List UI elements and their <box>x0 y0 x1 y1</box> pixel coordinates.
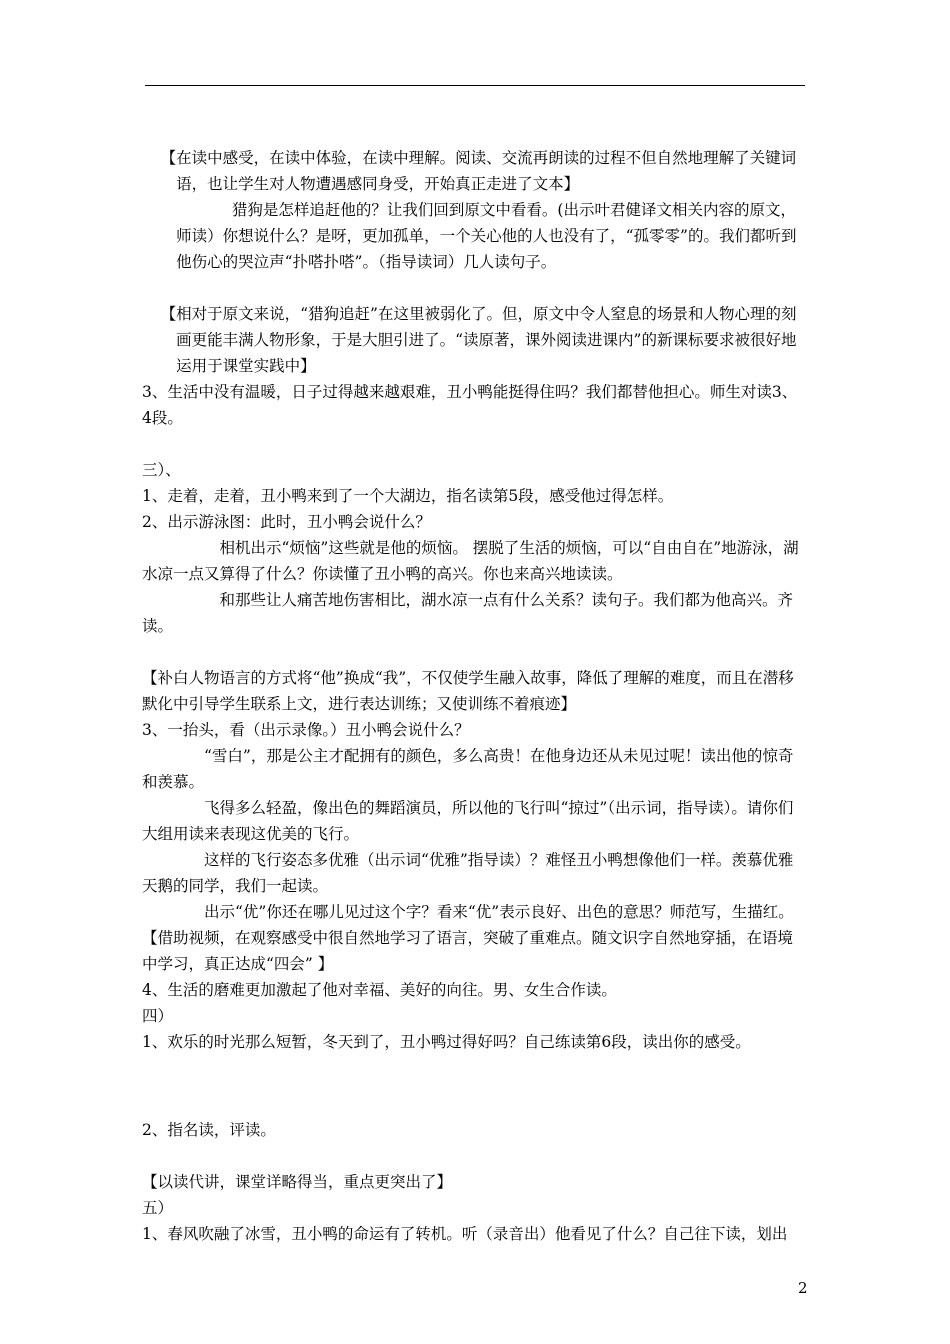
commentary-note: 【借助视频，在观察感受中很自然地学习了语言，突破了重难点。随文识字自然地穿插，在语境中学习，真正达成“四会” 】 <box>142 929 794 973</box>
body-paragraph: 飞得多么轻盈，像出色的舞蹈演员，所以他的飞行叫“掠过”（出示词，指导读）。请你们大组用读来表现这优美的飞行。 <box>142 799 794 843</box>
section-heading: 三）、 <box>142 461 181 479</box>
body-paragraph: 1、欢乐的时光那么短暂，冬天到了，丑小鸭过得好吗？自己练读第6段，读出你的感受。 <box>142 1033 751 1051</box>
section-heading: 四） <box>142 1007 174 1025</box>
page-number: 2 <box>798 1279 808 1297</box>
body-paragraph: 3、生活中没有温暖，日子过得越来越艰难，丑小鸭能挺得住吗？我们都替他担心。师生对读3、4段。 <box>142 383 798 427</box>
body-paragraph: 1、春风吹融了冰雪，丑小鸭的命运有了转机。听（录音出）他看见了什么？自己往下读，划出 <box>142 1225 788 1243</box>
body-paragraph: 猎狗是怎样追赶他的？让我们回到原文中看看。(出示叶君健译文相关内容的原文，师读）你想说什么？是呀，更加孤单，一个关心他的人也没有了，“孤零零”的。我们都听到他伤心的哭泣声“扑嗒扑嗒”。（指导读词）几人读句子。 <box>176 201 797 271</box>
spacer <box>142 431 807 457</box>
body-paragraph: 出示“优”你还在哪儿见过这个字？看来“优”表示良好、出色的意思？师范写，生描红。 <box>204 903 794 921</box>
body-paragraph: 这样的飞行姿态多优雅（出示词“优雅”指导读）？难怪丑小鸭想像他们一样。羡慕优雅天鹅的同学，我们一起读。 <box>142 851 794 895</box>
body-paragraph: 2、指名读，评读。 <box>142 1121 276 1139</box>
commentary-note: 【以读代讲，课堂详略得当，重点更突出了】 <box>142 1173 453 1191</box>
commentary-note: 【在读中感受，在读中体验，在读中理解。阅读、交流再朗读的过程不但自然地理解了关键词语，也让学生对人物遭遇感同身受，开始真正走进了文本】 <box>160 149 797 193</box>
body-paragraph: “雪白”，那是公主才配拥有的颜色，多么高贵！在他身边还从未见过呢！读出他的惊奇和羡慕。 <box>142 747 794 791</box>
commentary-note: 【补白人物语言的方式将“他”换成“我”，不仅使学生融入故事，降低了理解的难度，而且在潜移默化中引导学生联系上文，进行表达训练；又使训练不着痕迹】 <box>142 669 794 713</box>
spacer <box>142 639 807 665</box>
spacer <box>142 1143 807 1169</box>
section-heading: 五） <box>142 1199 174 1217</box>
body-paragraph: 2、出示游泳图：此时，丑小鸭会说什么？ <box>142 513 431 531</box>
body-paragraph: 4、生活的磨难更加激起了他对幸福、美好的向往。男、女生合作读。 <box>142 981 617 999</box>
body-paragraph: 3、一抬头，看（出示录像。）丑小鸭会说什么？ <box>142 721 470 739</box>
body-paragraph: 相机出示“烦恼”这些就是他的烦恼。 摆脱了生活的烦恼，可以“自由自在”地游泳，湖水凉一点又算得了什么？你读懂了丑小鸭的高兴。你也来高兴地读读。 <box>142 539 799 583</box>
spacer <box>142 1107 807 1117</box>
body-paragraph: 和那些让人痛苦地伤害相比，湖水凉一点有什么关系？读句子。我们都为他高兴。齐读。 <box>142 591 794 635</box>
body-paragraph: 1、走着，走着，丑小鸭来到了一个大湖边，指名读第5段，感受他过得怎样。 <box>142 487 674 505</box>
header-rule <box>145 85 805 86</box>
commentary-note: 【相对于原文来说，“猎狗追赶”在这里被弱化了。但，原文中令人窒息的场景和人物心理的刻画更能丰满人物形象，于是大胆引进了。“读原著，课外阅读进课内”的新课标要求被很好地运用于课堂实践中】 <box>160 305 797 375</box>
page-body <box>142 145 807 1247</box>
spacer <box>142 275 807 301</box>
spacer <box>142 1055 807 1107</box>
